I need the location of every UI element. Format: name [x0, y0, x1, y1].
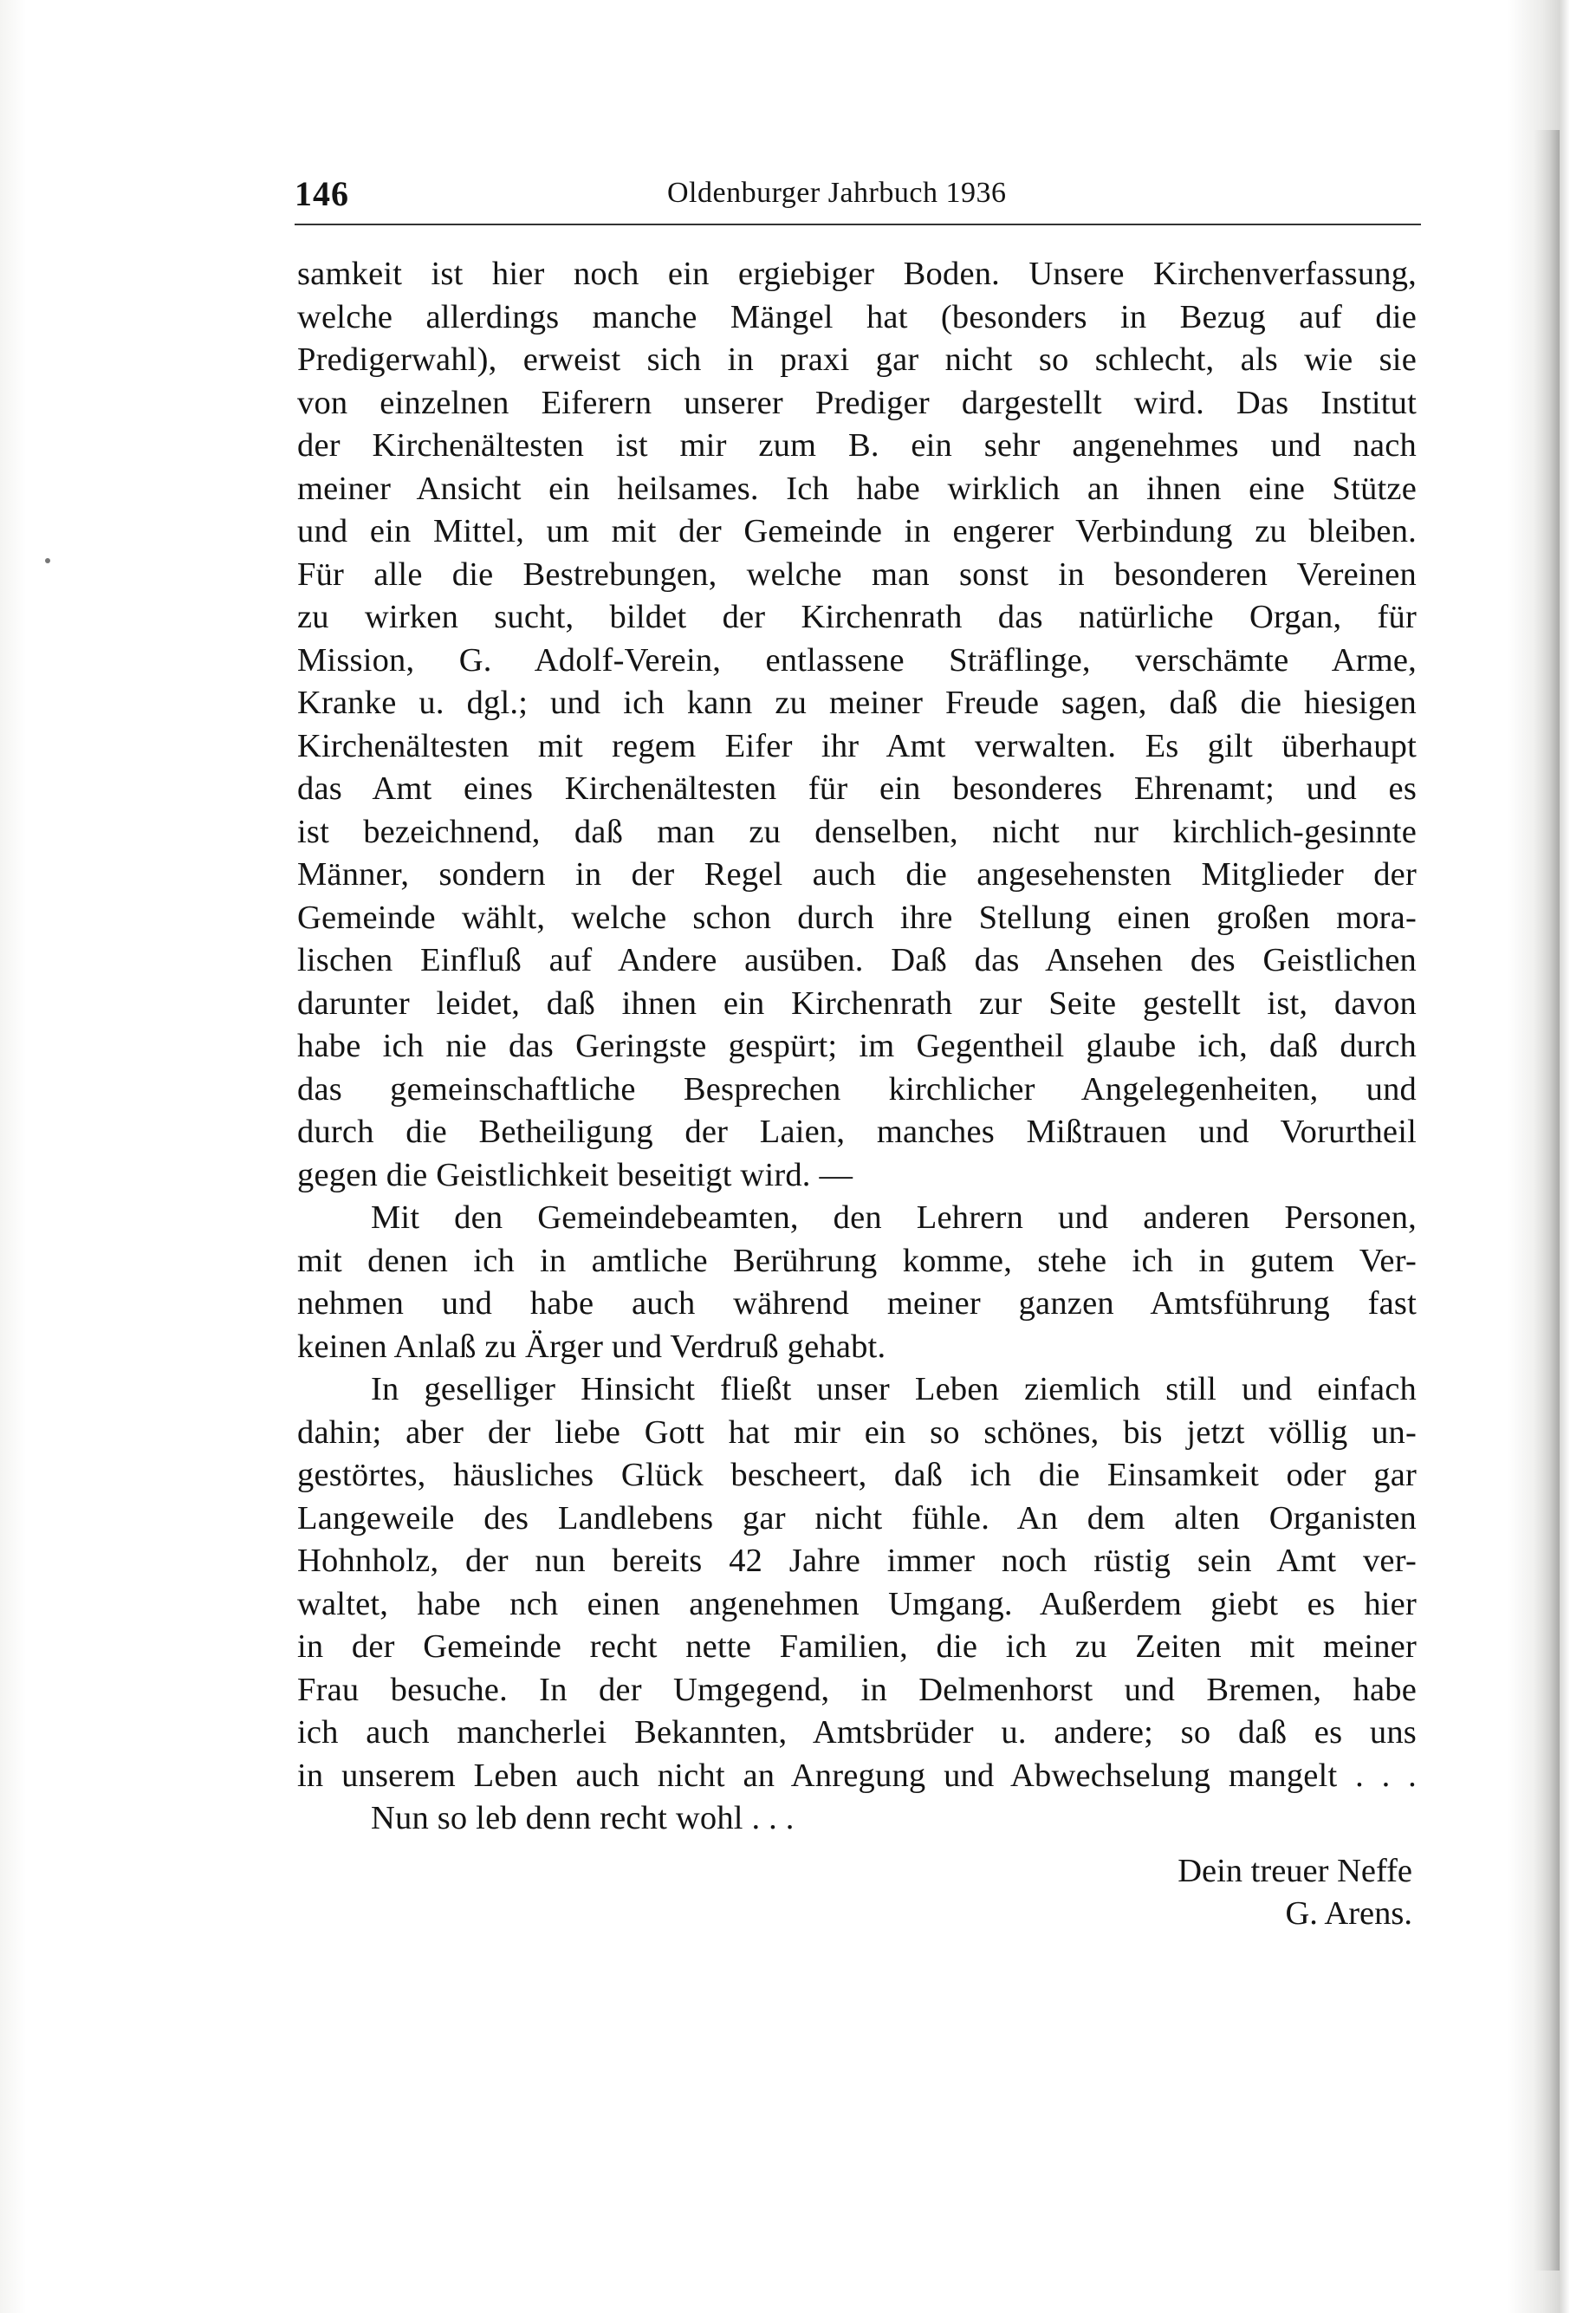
text-line: Mission, G. Adolf-Verein, entlassene Sträflinge, verschämte Arme, — [297, 641, 1417, 679]
binding-shadow — [1534, 130, 1560, 2271]
text-line: In geselliger Hinsicht fließt unser Leben ziemlich still und einfach — [371, 1371, 1417, 1407]
text-line: darunter leidet, daß ihnen ein Kirchenrath zur Seite gestellt ist, davon — [297, 984, 1417, 1022]
text-line: zu wirken sucht, bildet der Kirchenrath das natürliche Organ, für — [297, 599, 1417, 635]
text-line: das Amt eines Kirchenältesten für ein besonderes Ehrenamt; und es — [297, 770, 1417, 807]
text-line: keinen Anlaß zu Ärger und Verdruß gehabt. — [297, 1328, 886, 1365]
text-line: Predigerwahl), erweist sich in praxi gar nicht so schlecht, als wie sie — [297, 341, 1417, 378]
text-line: Nun so leb denn recht wohl . . . — [371, 1800, 795, 1836]
text-line: in der Gemeinde recht nette Familien, die ich zu Zeiten mit meiner — [297, 1628, 1417, 1665]
scan-speck — [45, 558, 50, 563]
signature-closing: Dein treuer Neffe — [1178, 1853, 1412, 1889]
text-line: meiner Ansicht ein heilsames. Ich habe wirklich an ihnen eine Stütze — [297, 470, 1417, 507]
text-line: mit denen ich in amtliche Berührung komme, stehe ich in gutem Ver- — [297, 1242, 1417, 1279]
text-line: Gemeinde wählt, welche schon durch ihre Stellung einen großen mora- — [297, 899, 1417, 936]
text-line: habe ich nie das Geringste gespürt; im Gegentheil glaube ich, daß durch — [297, 1028, 1417, 1064]
text-line: Langeweile des Landlebens gar nicht fühle. An dem alten Organisten — [297, 1499, 1417, 1537]
letter-body — [297, 253, 1417, 1841]
text-line: von einzelnen Eiferern unserer Prediger dargestellt wird. Das Institut — [297, 384, 1417, 421]
text-line: Mit den Gemeindebeamten, den Lehrern und anderen Personen, — [371, 1199, 1417, 1236]
text-line: der Kirchenältesten ist mir zum B. ein sehr angenehmes und nach — [297, 427, 1417, 464]
text-line: dahin; aber der liebe Gott hat mir ein so schönes, bis jetzt völlig un- — [297, 1413, 1417, 1451]
text-line: gestörtes, häusliches Glück bescheert, daß ich die Einsamkeit oder gar — [297, 1457, 1417, 1493]
text-line: Männer, sondern in der Regel auch die angesehensten Mitglieder der — [297, 856, 1417, 893]
text-line: durch die Betheiligung der Laien, manches Mißtrauen und Vorurtheil — [297, 1114, 1417, 1150]
page-number: 146 — [295, 174, 349, 213]
text-line: Kranke u. dgl.; und ich kann zu meiner Freude sagen, daß die hiesigen — [297, 685, 1417, 721]
text-line: welche allerdings manche Mängel hat (besonders in Bezug auf die — [297, 298, 1417, 335]
text-line: lischen Einfluß auf Andere ausüben. Daß das Ansehen des Geistlichen — [297, 942, 1417, 978]
text-line: samkeit ist hier noch ein ergiebiger Boden. Unsere Kirchenverfassung, — [297, 256, 1417, 292]
text-line: nehmen und habe auch während meiner ganzen Amtsführung fast — [297, 1285, 1417, 1322]
text-line: Für alle die Bestrebungen, welche man sonst in besonderen Vereinen — [297, 556, 1417, 593]
text-line: gegen die Geistlichkeit beseitigt wird. — — [297, 1156, 853, 1193]
text-line: Frau besuche. In der Umgegend, in Delmenhorst und Bremen, habe — [297, 1671, 1417, 1708]
text-line: ist bezeichnend, daß man zu denselben, nicht nur kirchlich-gesinnte — [297, 813, 1417, 850]
text-line: ich auch mancherlei Bekannten, Amtsbrüder u. andere; so daß es uns — [297, 1714, 1417, 1751]
text-line: in unserem Leben auch nicht an Anregung und Abwechselung mangelt . . . — [297, 1757, 1417, 1794]
text-line: Hohnholz, der nun bereits 42 Jahre immer noch rüstig sein Amt ver- — [297, 1543, 1417, 1579]
journal-title: Oldenburger Jahrbuch 1936 — [667, 177, 1007, 209]
text-line: waltet, habe nch einen angenehmen Umgang. Außerdem giebt es hier — [297, 1585, 1417, 1622]
running-header — [295, 173, 1421, 225]
text-line: das gemeinschaftliche Besprechen kirchlicher Angelegenheiten, und — [297, 1070, 1417, 1108]
text-line: und ein Mittel, um mit der Gemeinde in engerer Verbindung zu bleiben. — [297, 513, 1417, 549]
signature-name: G. Arens. — [1285, 1895, 1412, 1932]
text-line: Kirchenältesten mit regem Eifer ihr Amt verwalten. Es gilt überhaupt — [297, 727, 1417, 764]
